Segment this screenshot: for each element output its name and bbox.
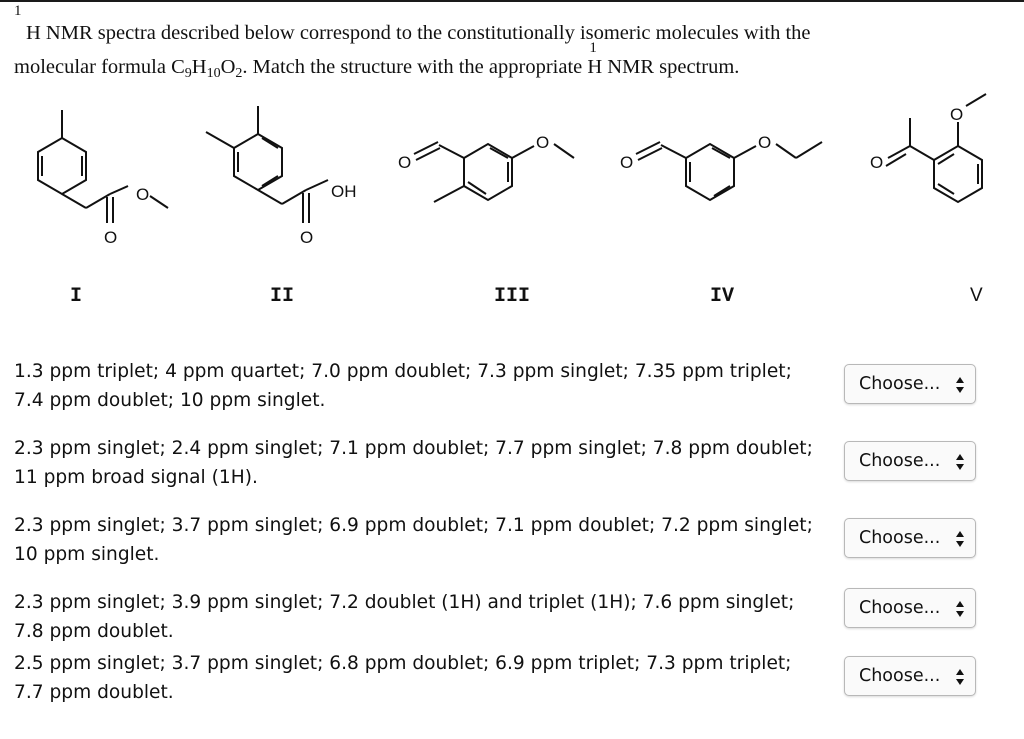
updown-arrow-icon bbox=[955, 667, 965, 687]
intro-line-1: H NMR spectra described below correspond to the constitutionally isomeric molecules with the bbox=[26, 22, 811, 44]
updown-arrow-icon bbox=[955, 375, 965, 395]
choose-select-1[interactable]: Choose... bbox=[844, 364, 976, 404]
label-ii: II bbox=[270, 285, 295, 308]
choose-select-2[interactable]: Choose... bbox=[844, 441, 976, 481]
atom-label: O bbox=[136, 185, 150, 204]
updown-arrow-icon bbox=[955, 529, 965, 549]
choose-select-4[interactable]: Choose... bbox=[844, 588, 976, 628]
top-rule bbox=[0, 0, 1024, 2]
choose-select-5[interactable]: Choose... bbox=[844, 656, 976, 696]
updown-arrow-icon bbox=[955, 452, 965, 472]
spectrum-3: 2.3 ppm singlet; 3.7 ppm singlet; 6.9 ppm doublet; 7.1 ppm doublet; 7.2 ppm singlet; 10 ppm singlet. bbox=[14, 515, 813, 565]
superscript-1: 1 bbox=[14, 3, 22, 19]
atom-label: OH bbox=[331, 182, 357, 201]
updown-arrow-icon bbox=[955, 599, 965, 619]
structures-row bbox=[0, 88, 1024, 318]
structure-i bbox=[38, 110, 168, 247]
structure-iii bbox=[398, 133, 574, 202]
label-iv: IV bbox=[710, 285, 735, 308]
spectrum-2: 2.3 ppm singlet; 2.4 ppm singlet; 7.1 ppm doublet; 7.7 ppm singlet; 7.8 ppm doublet; 11 ppm broad signal (1H). bbox=[14, 438, 813, 488]
choose-select-3[interactable]: Choose... bbox=[844, 518, 976, 558]
atom-label: O bbox=[620, 153, 634, 172]
atom-label: O bbox=[398, 153, 412, 172]
atom-label: O bbox=[300, 228, 314, 247]
label-iii: III bbox=[494, 285, 531, 308]
atom-label: O bbox=[758, 133, 772, 152]
structure-ii bbox=[206, 106, 357, 247]
label-i: I bbox=[70, 285, 83, 308]
intro-line-2: molecular formula $C_9H_{10}O_2$. Match the structure with the appropriate 1 H NMR spectrum. bbox=[14, 40, 740, 81]
atom-label: O bbox=[950, 105, 964, 124]
spectrum-5: 2.5 ppm singlet; 3.7 ppm singlet; 6.8 ppm doublet; 6.9 ppm triplet; 7.3 ppm triplet; 7.7 ppm doublet. bbox=[14, 653, 792, 703]
structure-iv bbox=[620, 133, 822, 200]
label-v: V bbox=[970, 285, 983, 306]
spectrum-4: 2.3 ppm singlet; 3.9 ppm singlet; 7.2 doublet (1H) and triplet (1H); 7.6 ppm singlet; 7.8 ppm doublet. bbox=[14, 592, 795, 642]
spectrum-1: 1.3 ppm triplet; 4 ppm quartet; 7.0 ppm doublet; 7.3 ppm singlet; 7.35 ppm triplet; 7.4 ppm doublet; 10 ppm singlet. bbox=[14, 361, 792, 411]
structure-v bbox=[870, 94, 986, 202]
atom-label: O bbox=[104, 228, 118, 247]
atom-label: O bbox=[870, 153, 884, 172]
atom-label: O bbox=[536, 133, 550, 152]
